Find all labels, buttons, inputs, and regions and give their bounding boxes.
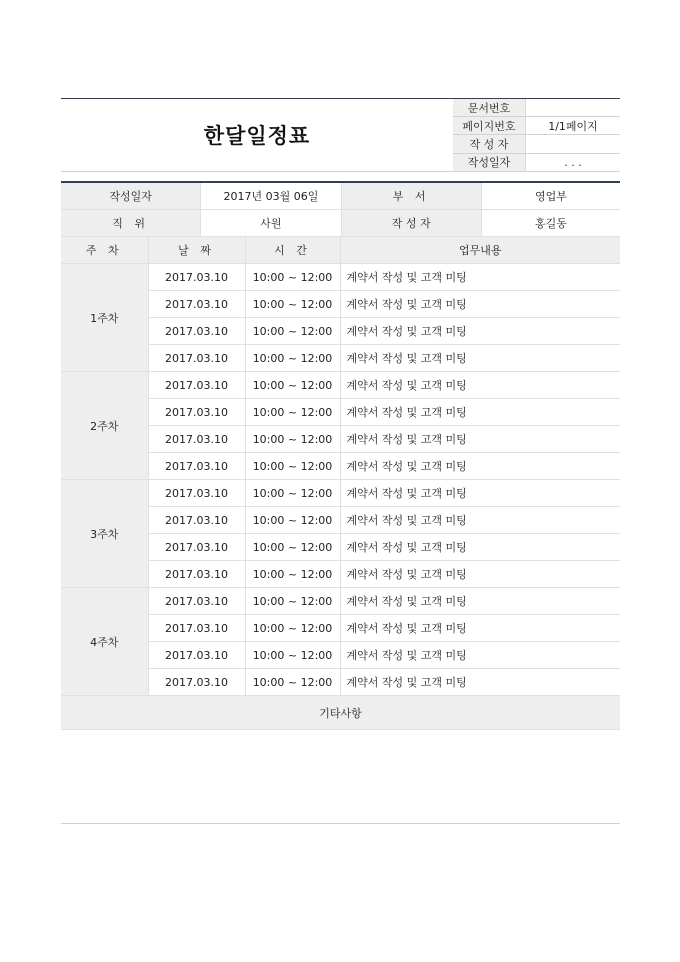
meta-label: 문서번호: [453, 99, 526, 117]
task-cell[interactable]: 계약서 작성 및 고객 미팅: [340, 426, 620, 453]
date-cell[interactable]: 2017.03.10: [148, 642, 245, 669]
notes-header-row: [61, 696, 620, 730]
task-cell[interactable]: 계약서 작성 및 고객 미팅: [340, 318, 620, 345]
footer-rule: [61, 823, 620, 824]
date-cell[interactable]: 2017.03.10: [148, 426, 245, 453]
info-grid: [61, 210, 620, 236]
meta-value[interactable]: [526, 135, 621, 153]
time-cell[interactable]: 10:00 ~ 12:00: [245, 318, 340, 345]
meta-row: [453, 153, 620, 171]
week-label: 4주차: [61, 588, 148, 696]
task-cell[interactable]: 계약서 작성 및 고객 미팅: [340, 372, 620, 399]
task-cell[interactable]: 계약서 작성 및 고객 미팅: [340, 561, 620, 588]
date-cell[interactable]: 2017.03.10: [148, 534, 245, 561]
week-label: 1주차: [61, 264, 148, 372]
time-cell[interactable]: 10:00 ~ 12:00: [245, 426, 340, 453]
time-cell[interactable]: 10:00 ~ 12:00: [245, 615, 340, 642]
task-cell[interactable]: 계약서 작성 및 고객 미팅: [340, 345, 620, 372]
time-cell[interactable]: 10:00 ~ 12:00: [245, 399, 340, 426]
time-cell[interactable]: 10:00 ~ 12:00: [245, 345, 340, 372]
schedule-body: [61, 182, 620, 730]
time-cell[interactable]: 10:00 ~ 12:00: [245, 480, 340, 507]
meta-label: 페이지번호: [453, 117, 526, 135]
meta-row: [453, 117, 620, 135]
meta-value[interactable]: [526, 99, 621, 117]
table-row: [61, 480, 620, 507]
date-cell[interactable]: 2017.03.10: [148, 264, 245, 291]
position-value[interactable]: 사원: [201, 210, 341, 236]
week-label: 2주차: [61, 372, 148, 480]
task-cell[interactable]: 계약서 작성 및 고객 미팅: [340, 507, 620, 534]
task-cell[interactable]: 계약서 작성 및 고객 미팅: [340, 588, 620, 615]
date-cell[interactable]: 2017.03.10: [148, 399, 245, 426]
meta-row: [453, 135, 620, 153]
date-cell[interactable]: 2017.03.10: [148, 615, 245, 642]
date-cell[interactable]: 2017.03.10: [148, 588, 245, 615]
meta-value[interactable]: 1/1페이지: [526, 117, 621, 135]
column-header-week: 주 차: [61, 237, 148, 264]
time-cell[interactable]: 10:00 ~ 12:00: [245, 534, 340, 561]
date-cell[interactable]: 2017.03.10: [148, 561, 245, 588]
task-cell[interactable]: 계약서 작성 및 고객 미팅: [340, 534, 620, 561]
task-cell[interactable]: 계약서 작성 및 고객 미팅: [340, 291, 620, 318]
time-cell[interactable]: 10:00 ~ 12:00: [245, 507, 340, 534]
date-cell[interactable]: 2017.03.10: [148, 345, 245, 372]
date-cell[interactable]: 2017.03.10: [148, 669, 245, 696]
time-cell[interactable]: 10:00 ~ 12:00: [245, 642, 340, 669]
task-cell[interactable]: 계약서 작성 및 고객 미팅: [340, 642, 620, 669]
info-cell-group: [61, 210, 620, 237]
meta-label: 작 성 자: [453, 135, 526, 153]
meta-row: [453, 99, 620, 117]
date-cell[interactable]: 2017.03.10: [148, 480, 245, 507]
date-cell[interactable]: 2017.03.10: [148, 507, 245, 534]
date-value[interactable]: 2017년 03월 06일: [201, 183, 341, 209]
time-cell[interactable]: 10:00 ~ 12:00: [245, 291, 340, 318]
position-label: 직 위: [61, 210, 201, 236]
time-cell[interactable]: 10:00 ~ 12:00: [245, 588, 340, 615]
column-header-row: [61, 237, 620, 264]
time-cell[interactable]: 10:00 ~ 12:00: [245, 561, 340, 588]
column-header-date: 날 짜: [148, 237, 245, 264]
date-cell[interactable]: 2017.03.10: [148, 453, 245, 480]
time-cell[interactable]: 10:00 ~ 12:00: [245, 669, 340, 696]
task-cell[interactable]: 계약서 작성 및 고객 미팅: [340, 480, 620, 507]
dept-label: 부 서: [342, 183, 482, 209]
notes-label: 기타사항: [61, 696, 620, 730]
table-row: [61, 588, 620, 615]
header-rule: [61, 171, 620, 172]
date-label: 작성일자: [61, 183, 201, 209]
time-cell[interactable]: 10:00 ~ 12:00: [245, 453, 340, 480]
date-cell[interactable]: 2017.03.10: [148, 372, 245, 399]
task-cell[interactable]: 계약서 작성 및 고객 미팅: [340, 453, 620, 480]
author-value[interactable]: 홍길동: [534, 217, 567, 230]
dept-value[interactable]: 영업부: [534, 190, 567, 203]
task-cell[interactable]: 계약서 작성 및 고객 미팅: [340, 264, 620, 291]
document-header: [61, 99, 620, 171]
meta-value[interactable]: . . .: [564, 155, 582, 169]
task-cell[interactable]: 계약서 작성 및 고객 미팅: [340, 669, 620, 696]
document-meta-table: [453, 99, 620, 171]
task-cell[interactable]: 계약서 작성 및 고객 미팅: [340, 615, 620, 642]
column-header-time: 시 간: [245, 237, 340, 264]
time-cell[interactable]: 10:00 ~ 12:00: [245, 372, 340, 399]
table-row: [61, 264, 620, 291]
document-title: 한달일정표: [203, 124, 311, 148]
date-cell[interactable]: 2017.03.10: [148, 291, 245, 318]
meta-label: 작성일자: [453, 153, 526, 171]
task-cell[interactable]: 계약서 작성 및 고객 미팅: [340, 399, 620, 426]
info-row: [61, 182, 620, 210]
table-row: [61, 372, 620, 399]
info-cell-group: [61, 182, 620, 210]
info-row: [61, 210, 620, 237]
info-grid: [61, 183, 620, 209]
date-cell[interactable]: 2017.03.10: [148, 318, 245, 345]
week-label: 3주차: [61, 480, 148, 588]
column-header-task: 업무내용: [340, 237, 620, 264]
schedule-table: [61, 181, 620, 730]
time-cell[interactable]: 10:00 ~ 12:00: [245, 264, 340, 291]
author-label: 작 성 자: [342, 210, 482, 236]
